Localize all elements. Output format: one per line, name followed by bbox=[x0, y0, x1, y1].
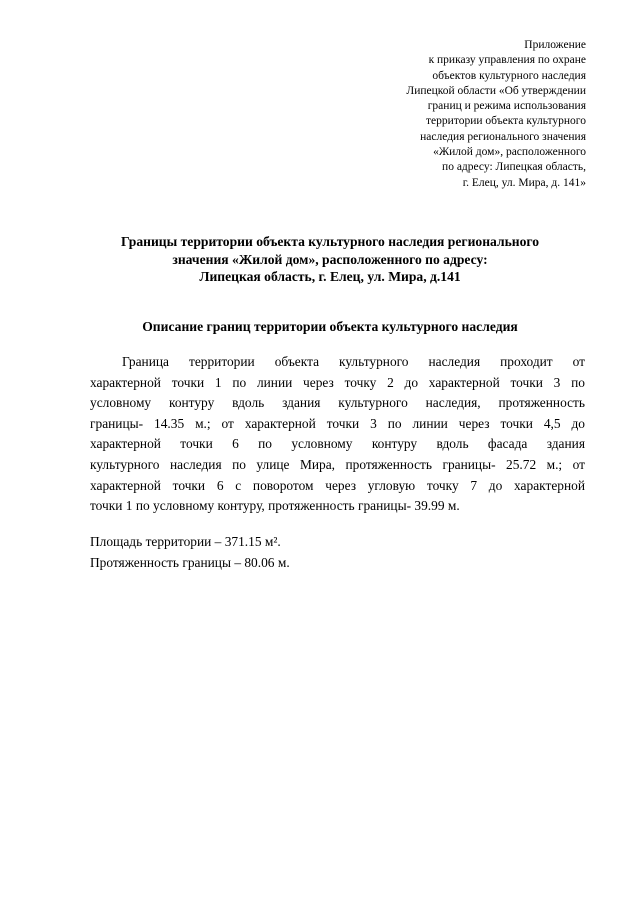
title-line: Липецкая область, г. Елец, ул. Мира, д.141 bbox=[199, 269, 461, 284]
appendix-note bbox=[286, 38, 586, 191]
description-line: точки 1 по условному контуру, протяженность границы- 39.99 м. bbox=[90, 498, 460, 514]
appendix-line: к приказу управления по охране bbox=[428, 54, 586, 67]
appendix-line: Липецкой области «Об утверждении bbox=[406, 84, 586, 97]
description-line: Граница территории объекта культурного наследия проходит от bbox=[122, 354, 585, 369]
description-line: характерной точки 1 по линии через точку 2 до характерной точки 3 по bbox=[90, 374, 585, 390]
appendix-line: по адресу: Липецкая область, bbox=[442, 161, 586, 174]
section-heading: Описание границ территории объекта культурного наследия bbox=[142, 319, 518, 334]
description-line: культурного наследия по улице Мира, протяженность границы- 25.72 м.; от bbox=[90, 456, 585, 472]
appendix-line: границ и режима использования bbox=[427, 100, 586, 113]
description-line: условному контуру вдоль здания культурного наследия, протяженность bbox=[90, 395, 585, 411]
description-line: характерной точки 6 по условному контуру вдоль фасада здания bbox=[90, 436, 585, 452]
boundary-description bbox=[90, 352, 585, 517]
document-title bbox=[60, 233, 600, 286]
description-line: характерной точки 6 с поворотом через угловую точку 7 до характерной bbox=[90, 477, 585, 493]
appendix-line: Приложение bbox=[524, 39, 586, 51]
appendix-line: г. Елец, ул. Мира, д. 141» bbox=[462, 176, 586, 189]
appendix-line: объектов культурного наследия bbox=[432, 69, 586, 82]
area-text: Площадь территории – 371.15 м². bbox=[90, 534, 281, 549]
appendix-line: наследия регионального значения bbox=[420, 130, 586, 143]
title-line: Границы территории объекта культурного наследия регионального bbox=[120, 234, 540, 249]
summary-block bbox=[90, 532, 585, 573]
perimeter-text: Протяженность границы – 80.06 м. bbox=[90, 554, 290, 570]
appendix-line: территории объекта культурного bbox=[426, 115, 586, 128]
description-line: границы- 14.35 м.; от характерной точки 3 по линии через точки 4,5 до bbox=[90, 415, 585, 431]
appendix-line: «Жилой дом», расположенного bbox=[433, 146, 586, 159]
title-line: значения «Жилой дом», расположенного по адресу: bbox=[172, 251, 488, 267]
